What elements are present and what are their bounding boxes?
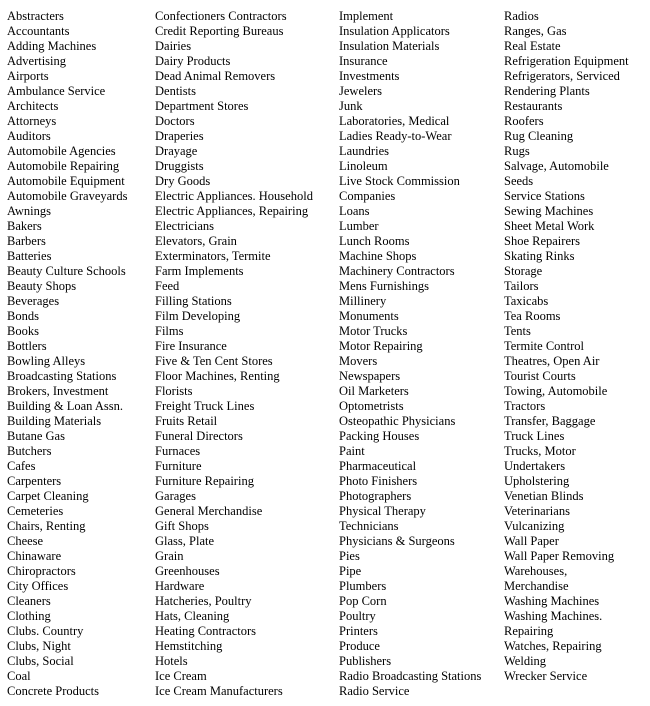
directory-entry: Barbers [7,234,46,248]
directory-entry: Butchers [7,444,52,458]
directory-entry: Rugs [504,144,530,158]
directory-entry: Insurance [339,54,388,68]
directory-entry: Junk [339,99,363,113]
directory-entry: Bonds [7,309,39,323]
directory-entry: Merchandise [504,579,569,593]
directory-entry: Auditors [7,129,51,143]
directory-entry: Chiropractors [7,564,76,578]
directory-entry: Abstracters [7,9,64,23]
directory-entry: Millinery [339,294,387,308]
directory-entry: Cafes [7,459,36,473]
directory-entry: Attorneys [7,114,57,128]
directory-entry: Broadcasting Stations [7,369,117,383]
directory-entry: Awnings [7,204,51,218]
directory-entry: Cleaners [7,594,51,608]
directory-entry: Clubs, Night [7,639,71,653]
directory-entry: Druggists [155,159,204,173]
directory-entry: Hotels [155,654,188,668]
directory-entry: Service Stations [504,189,585,203]
directory-entry: Rendering Plants [504,84,590,98]
directory-entry: Loans [339,204,370,218]
directory-entry: Monuments [339,309,399,323]
directory-entry: Gift Shops [155,519,209,533]
directory-entry: Radio Service [339,684,410,698]
directory-entry: Ambulance Service [7,84,106,98]
directory-entry: Architects [7,99,59,113]
directory-entry: Hats, Cleaning [155,609,230,623]
directory-entry: Drayage [155,144,198,158]
directory-entry: Photo Finishers [339,474,418,488]
directory-entry: Vulcanizing [504,519,565,533]
directory-entry: Poultry [339,609,376,623]
directory-entry: Beauty Shops [7,279,77,293]
directory-entry: Upholstering [504,474,570,488]
directory-entry: Trucks, Motor [504,444,576,458]
directory-entry: Chairs, Renting [7,519,86,533]
directory-entry: Exterminators, Termite [155,249,271,263]
directory-entry: Wall Paper [504,534,559,548]
directory-entry: Adding Machines [7,39,97,53]
directory-entry: Advertising [7,54,67,68]
directory-entry: Films [155,324,184,338]
directory-column-2 [155,9,313,699]
directory-entry: Pies [339,549,360,563]
directory-entry: Pipe [339,564,362,578]
directory-entry: Seeds [504,174,534,188]
directory-entry: Pharmaceutical [339,459,417,473]
directory-entry: Airports [7,69,49,83]
directory-entry: Physical Therapy [339,504,426,518]
directory-entry: Warehouses, [504,564,568,578]
directory-entry: Ladies Ready-to-Wear [339,129,452,143]
directory-entry: Salvage, Automobile [504,159,609,173]
directory-entry: Companies [339,189,396,203]
directory-entry: Refrigeration Equipment [504,54,629,68]
directory-entry: Five & Ten Cent Stores [155,354,273,368]
directory-entry: Radios [504,9,539,23]
directory-entry: Lunch Rooms [339,234,410,248]
directory-entry: Department Stores [155,99,249,113]
directory-entry: Insulation Materials [339,39,440,53]
directory-entry: Funeral Directors [155,429,243,443]
directory-entry: Undertakers [504,459,566,473]
directory-entry: Insulation Applicators [339,24,450,38]
directory-entry: Lumber [339,219,379,233]
directory-entry: Investments [339,69,400,83]
directory-entry: Batteries [7,249,52,263]
directory-entry: Tailors [504,279,539,293]
directory-entry: Florists [155,384,193,398]
directory-entry: Automobile Agencies [7,144,116,158]
directory-entry: City Offices [7,579,69,593]
directory-entry: Concrete Products [7,684,99,698]
directory-entry: Shoe Repairers [504,234,581,248]
directory-entry: Radio Broadcasting Stations [339,669,482,683]
directory-entry: Automobile Repairing [7,159,120,173]
directory-entry: Floor Machines, Renting [155,369,280,383]
directory-entry: Sheet Metal Work [504,219,595,233]
directory-entry: Watches, Repairing [504,639,602,653]
directory-entry: Publishers [339,654,392,668]
directory-entry: Electric Appliances, Repairing [155,204,309,218]
directory-entry: Clubs. Country [7,624,84,638]
directory-entry: Carpenters [7,474,62,488]
directory-entry: Confectioners Contractors [155,9,287,23]
directory-entry: Theatres, Open Air [504,354,600,368]
directory-entry: Electricians [155,219,214,233]
directory-entry: Implement [339,9,394,23]
directory-entry: Mens Furnishings [339,279,429,293]
directory-entry: Dead Animal Removers [155,69,276,83]
directory-entry: Wrecker Service [504,669,588,683]
directory-entry: Jewelers [339,84,383,98]
directory-entry: Osteopathic Physicians [339,414,456,428]
directory-entry: Beverages [7,294,60,308]
directory-entry: Building Materials [7,414,102,428]
directory-entry: Bowling Alleys [7,354,86,368]
directory-entry: Veterinarians [504,504,570,518]
directory-column-3 [339,9,481,699]
directory-entry: Credit Reporting Bureaus [155,24,284,38]
directory-entry: Cemeteries [7,504,64,518]
directory-entry: Linoleum [339,159,388,173]
directory-entry: Books [7,324,39,338]
directory-entry: Clubs, Social [7,654,74,668]
directory-entry: Furniture Repairing [155,474,254,488]
directory-entry: Tents [504,324,531,338]
directory-entry: Freight Truck Lines [155,399,255,413]
directory-entry: Building & Loan Assn. [7,399,123,413]
directory-entry: Bottlers [7,339,47,353]
directory-entry: Accountants [7,24,70,38]
directory-entry: Coal [7,669,31,683]
directory-entry: Dentists [155,84,196,98]
directory-entry: Cheese [7,534,44,548]
directory-entry: Towing, Automobile [504,384,608,398]
directory-entry: Plumbers [339,579,387,593]
directory-entry: Pop Corn [339,594,387,608]
directory-entry: Laboratories, Medical [339,114,450,128]
directory-entry: Bakers [7,219,42,233]
directory-entry: Grain [155,549,184,563]
directory-entry: Butane Gas [7,429,65,443]
directory-entry: Venetian Blinds [504,489,584,503]
directory-entry: Furniture [155,459,202,473]
directory-entry: Repairing [504,624,554,638]
directory-entry: Paint [339,444,365,458]
directory-entry: Motor Trucks [339,324,408,338]
directory-entry: Tourist Courts [504,369,576,383]
directory-entry: Fire Insurance [155,339,227,353]
directory-entry: Roofers [504,114,544,128]
directory-entry: Truck Lines [504,429,565,443]
directory-entry: Fruits Retail [155,414,218,428]
directory-entry: Photographers [339,489,412,503]
directory-entry: Garages [155,489,196,503]
directory-entry: Rug Cleaning [504,129,574,143]
directory-entry: Furnaces [155,444,201,458]
directory-entry: Printers [339,624,378,638]
directory-entry: Hemstitching [155,639,223,653]
directory-entry: Wall Paper Removing [504,549,615,563]
directory-entry: Automobile Equipment [7,174,125,188]
directory-entry: Beauty Culture Schools [7,264,126,278]
directory-entry: Clothing [7,609,51,623]
directory-entry: Physicians & Surgeons [339,534,455,548]
directory-entry: Hatcheries, Poultry [155,594,252,608]
directory-entry: Farm Implements [155,264,244,278]
directory-entry: Newspapers [339,369,401,383]
directory-entry: Ranges, Gas [504,24,567,38]
directory-entry: Real Estate [504,39,561,53]
directory-entry: Tea Rooms [504,309,561,323]
directory-entry: Electric Appliances. Household [155,189,313,203]
directory-entry: Optometrists [339,399,404,413]
directory-entry: Glass, Plate [155,534,215,548]
directory-entry: Oil Marketers [339,384,409,398]
directory-column-1 [7,9,127,699]
directory-entry: Storage [504,264,543,278]
directory-entry: Heating Contractors [155,624,257,638]
directory-entry: Taxicabs [504,294,549,308]
directory-entry: Restaurants [504,99,563,113]
directory-entry: Tractors [504,399,546,413]
directory-entry: Doctors [155,114,195,128]
directory-entry: Dairies [155,39,192,53]
directory-entry: Carpet Cleaning [7,489,89,503]
directory-entry: Live Stock Commission [339,174,460,188]
directory-entry: Refrigerators, Serviced [504,69,620,83]
directory-entry: Film Developing [155,309,241,323]
directory-entry: Washing Machines [504,594,600,608]
directory-entry: Welding [504,654,547,668]
business-directory-listing [0,9,650,706]
directory-entry: Machine Shops [339,249,417,263]
directory-entry: Greenhouses [155,564,220,578]
directory-entry: Ice Cream Manufacturers [155,684,283,698]
directory-column-4 [504,9,629,684]
directory-entry: Motor Repairing [339,339,423,353]
directory-entry: General Merchandise [155,504,263,518]
directory-entry: Produce [339,639,380,653]
directory-entry: Sewing Machines [504,204,594,218]
directory-entry: Brokers, Investment [7,384,109,398]
directory-entry: Feed [155,279,180,293]
directory-entry: Machinery Contractors [339,264,455,278]
directory-entry: Ice Cream [155,669,207,683]
directory-entry: Termite Control [504,339,585,353]
directory-entry: Washing Machines. [504,609,603,623]
directory-entry: Skating Rinks [504,249,575,263]
directory-entry: Elevators, Grain [155,234,237,248]
directory-entry: Laundries [339,144,389,158]
directory-entry: Filling Stations [155,294,232,308]
directory-entry: Automobile Graveyards [7,189,128,203]
directory-entry: Transfer, Baggage [504,414,596,428]
directory-entry: Hardware [155,579,205,593]
directory-entry: Movers [339,354,378,368]
directory-entry: Draperies [155,129,204,143]
directory-entry: Packing Houses [339,429,420,443]
directory-entry: Technicians [339,519,399,533]
directory-entry: Chinaware [7,549,62,563]
directory-entry: Dairy Products [155,54,231,68]
directory-entry: Dry Goods [155,174,211,188]
